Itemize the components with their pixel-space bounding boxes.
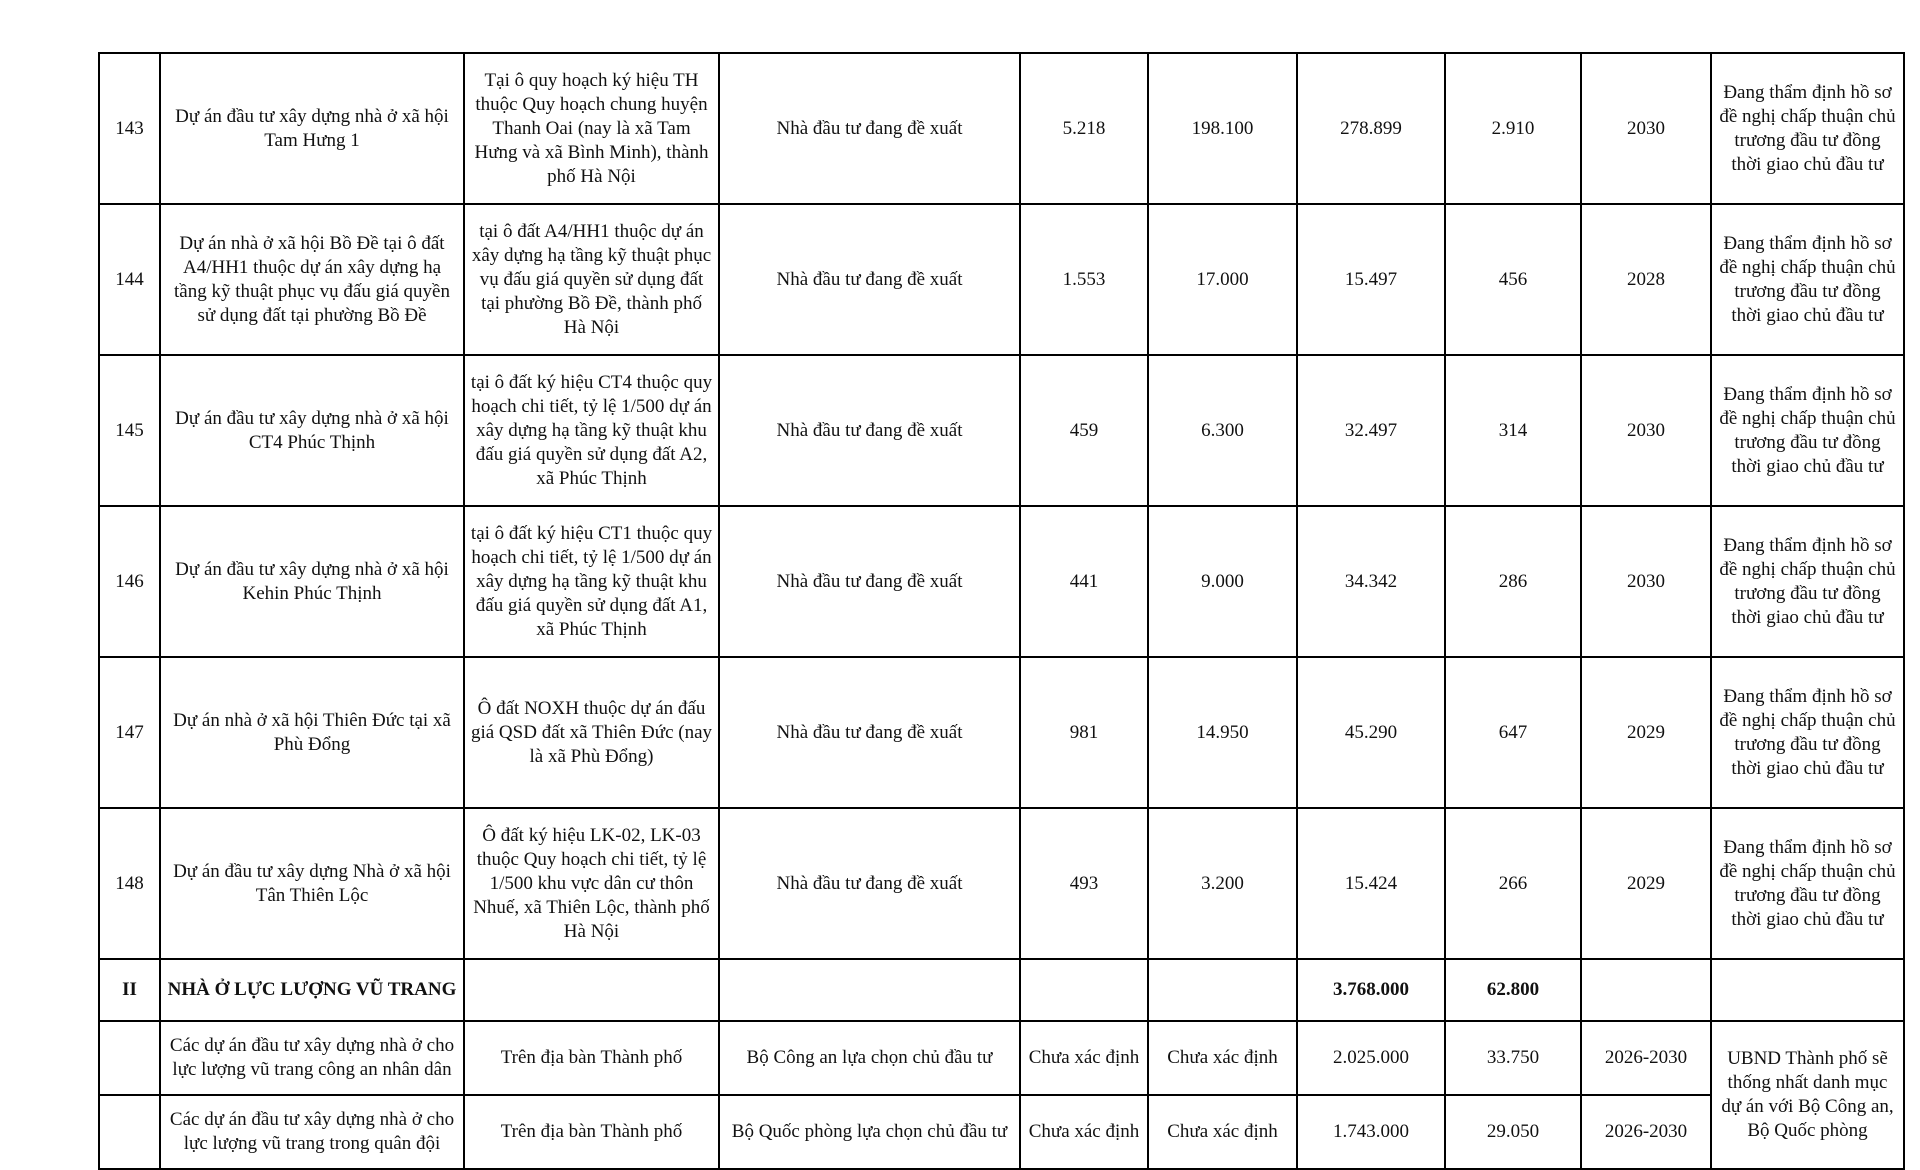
project-name: Dự án nhà ở xã hội Thiên Đức tại xã Phù Đổng xyxy=(160,657,464,808)
project-location: Trên địa bàn Thành phố xyxy=(464,1095,719,1169)
land-area: Chưa xác định xyxy=(1020,1021,1148,1095)
project-location: Trên địa bàn Thành phố xyxy=(464,1021,719,1095)
floor-area: 17.000 xyxy=(1148,204,1297,355)
total-value: 45.290 xyxy=(1297,657,1445,808)
unit-count: 33.750 xyxy=(1445,1021,1581,1095)
unit-count: 647 xyxy=(1445,657,1581,808)
table-row xyxy=(99,506,1904,657)
project-location: tại ô đất A4/HH1 thuộc dự án xây dựng hạ tầng kỹ thuật phục vụ đấu giá quyền sử dụng đất tại phường Bồ Đề, thành phố Hà Nội xyxy=(464,204,719,355)
empty-cell xyxy=(1148,959,1297,1021)
floor-area: 6.300 xyxy=(1148,355,1297,506)
floor-area: 9.000 xyxy=(1148,506,1297,657)
unit-count: 29.050 xyxy=(1445,1095,1581,1169)
empty-cell xyxy=(1711,959,1904,1021)
empty-cell xyxy=(464,959,719,1021)
completion-year: 2028 xyxy=(1581,204,1711,355)
project-investor: Nhà đầu tư đang đề xuất xyxy=(719,204,1020,355)
completion-year: 2030 xyxy=(1581,355,1711,506)
project-location: tại ô đất ký hiệu CT1 thuộc quy hoạch chi tiết, tỷ lệ 1/500 dự án xây dựng hạ tầng kỹ thuật khu đấu giá quyền sử dụng đất A1, xã Phúc Thịnh xyxy=(464,506,719,657)
project-location: Tại ô quy hoạch ký hiệu TH thuộc Quy hoạch chung huyện Thanh Oai (nay là xã Tam Hưng và xã Bình Minh), thành phố Hà Nội xyxy=(464,53,719,204)
project-investor: Nhà đầu tư đang đề xuất xyxy=(719,355,1020,506)
table-row xyxy=(99,657,1904,808)
unit-count: 456 xyxy=(1445,204,1581,355)
unit-count: 2.910 xyxy=(1445,53,1581,204)
total-value: 15.497 xyxy=(1297,204,1445,355)
floor-area: Chưa xác định xyxy=(1148,1095,1297,1169)
project-investor: Nhà đầu tư đang đề xuất xyxy=(719,657,1020,808)
section-unit-count: 62.800 xyxy=(1445,959,1581,1021)
project-name: Dự án đầu tư xây dựng nhà ở xã hội Kehin Phúc Thịnh xyxy=(160,506,464,657)
project-status: Đang thẩm định hồ sơ đề nghị chấp thuận chủ trương đầu tư đồng thời giao chủ đầu tư xyxy=(1711,204,1904,355)
project-investor: Nhà đầu tư đang đề xuất xyxy=(719,808,1020,959)
total-value: 2.025.000 xyxy=(1297,1021,1445,1095)
section-title: NHÀ Ở LỰC LƯỢNG VŨ TRANG xyxy=(160,959,464,1021)
completion-year: 2026-2030 xyxy=(1581,1095,1711,1169)
project-location: Ô đất ký hiệu LK-02, LK-03 thuộc Quy hoạch chi tiết, tỷ lệ 1/500 khu vực dân cư thôn Nhuế, xã Thiên Lộc, thành phố Hà Nội xyxy=(464,808,719,959)
project-location: tại ô đất ký hiệu CT4 thuộc quy hoạch chi tiết, tỷ lệ 1/500 dự án xây dựng hạ tầng kỹ thuật khu đấu giá quyền sử dụng đất A2, xã Phúc Thịnh xyxy=(464,355,719,506)
project-name: Các dự án đầu tư xây dựng nhà ở cho lực lượng vũ trang công an nhân dân xyxy=(160,1021,464,1095)
project-status: UBND Thành phố sẽ thống nhất danh mục dự án với Bộ Công an, Bộ Quốc phòng xyxy=(1711,1021,1904,1169)
land-area: 981 xyxy=(1020,657,1148,808)
empty-cell xyxy=(1581,959,1711,1021)
land-area: Chưa xác định xyxy=(1020,1095,1148,1169)
floor-area: 3.200 xyxy=(1148,808,1297,959)
project-status: Đang thẩm định hồ sơ đề nghị chấp thuận chủ trương đầu tư đồng thời giao chủ đầu tư xyxy=(1711,808,1904,959)
table-row xyxy=(99,808,1904,959)
project-status: Đang thẩm định hồ sơ đề nghị chấp thuận chủ trương đầu tư đồng thời giao chủ đầu tư xyxy=(1711,657,1904,808)
unit-count: 286 xyxy=(1445,506,1581,657)
project-investor: Nhà đầu tư đang đề xuất xyxy=(719,53,1020,204)
land-area: 5.218 xyxy=(1020,53,1148,204)
row-number: 143 xyxy=(99,53,160,204)
project-location: Ô đất NOXH thuộc dự án đấu giá QSD đất xã Thiên Đức (nay là xã Phù Đổng) xyxy=(464,657,719,808)
project-status: Đang thẩm định hồ sơ đề nghị chấp thuận chủ trương đầu tư đồng thời giao chủ đầu tư xyxy=(1711,355,1904,506)
row-number: 148 xyxy=(99,808,160,959)
completion-year: 2030 xyxy=(1581,53,1711,204)
project-name: Dự án đầu tư xây dựng nhà ở xã hội Tam Hưng 1 xyxy=(160,53,464,204)
empty-cell xyxy=(1020,959,1148,1021)
project-name: Dự án nhà ở xã hội Bồ Đề tại ô đất A4/HH1 thuộc dự án xây dựng hạ tầng kỹ thuật phục vụ đấu giá quyền sử dụng đất tại phường Bồ Đề xyxy=(160,204,464,355)
floor-area: 14.950 xyxy=(1148,657,1297,808)
table-row xyxy=(99,1095,1904,1169)
empty-cell xyxy=(99,1021,160,1095)
project-name: Các dự án đầu tư xây dựng nhà ở cho lực lượng vũ trang trong quân đội xyxy=(160,1095,464,1169)
total-value: 32.497 xyxy=(1297,355,1445,506)
total-value: 34.342 xyxy=(1297,506,1445,657)
land-area: 441 xyxy=(1020,506,1148,657)
section-code: II xyxy=(99,959,160,1021)
table-row xyxy=(99,1021,1904,1095)
project-status: Đang thẩm định hồ sơ đề nghị chấp thuận chủ trương đầu tư đồng thời giao chủ đầu tư xyxy=(1711,506,1904,657)
land-area: 1.553 xyxy=(1020,204,1148,355)
empty-cell xyxy=(99,1095,160,1169)
section-total-value: 3.768.000 xyxy=(1297,959,1445,1021)
floor-area: 198.100 xyxy=(1148,53,1297,204)
completion-year: 2026-2030 xyxy=(1581,1021,1711,1095)
completion-year: 2029 xyxy=(1581,808,1711,959)
row-number: 145 xyxy=(99,355,160,506)
row-number: 146 xyxy=(99,506,160,657)
project-name: Dự án đầu tư xây dựng Nhà ở xã hội Tân Thiên Lộc xyxy=(160,808,464,959)
total-value: 278.899 xyxy=(1297,53,1445,204)
project-status: Đang thẩm định hồ sơ đề nghị chấp thuận chủ trương đầu tư đồng thời giao chủ đầu tư xyxy=(1711,53,1904,204)
land-area: 493 xyxy=(1020,808,1148,959)
project-investor: Nhà đầu tư đang đề xuất xyxy=(719,506,1020,657)
total-value: 15.424 xyxy=(1297,808,1445,959)
empty-cell xyxy=(719,959,1020,1021)
completion-year: 2030 xyxy=(1581,506,1711,657)
project-name: Dự án đầu tư xây dựng nhà ở xã hội CT4 Phúc Thịnh xyxy=(160,355,464,506)
table-row xyxy=(99,204,1904,355)
row-number: 147 xyxy=(99,657,160,808)
land-area: 459 xyxy=(1020,355,1148,506)
project-investor: Bộ Quốc phòng lựa chọn chủ đầu tư xyxy=(719,1095,1020,1169)
section-header-row xyxy=(99,959,1904,1021)
total-value: 1.743.000 xyxy=(1297,1095,1445,1169)
table-row xyxy=(99,53,1904,204)
table-row xyxy=(99,355,1904,506)
housing-projects-table xyxy=(98,52,1905,1170)
completion-year: 2029 xyxy=(1581,657,1711,808)
floor-area: Chưa xác định xyxy=(1148,1021,1297,1095)
unit-count: 314 xyxy=(1445,355,1581,506)
unit-count: 266 xyxy=(1445,808,1581,959)
row-number: 144 xyxy=(99,204,160,355)
project-investor: Bộ Công an lựa chọn chủ đầu tư xyxy=(719,1021,1020,1095)
